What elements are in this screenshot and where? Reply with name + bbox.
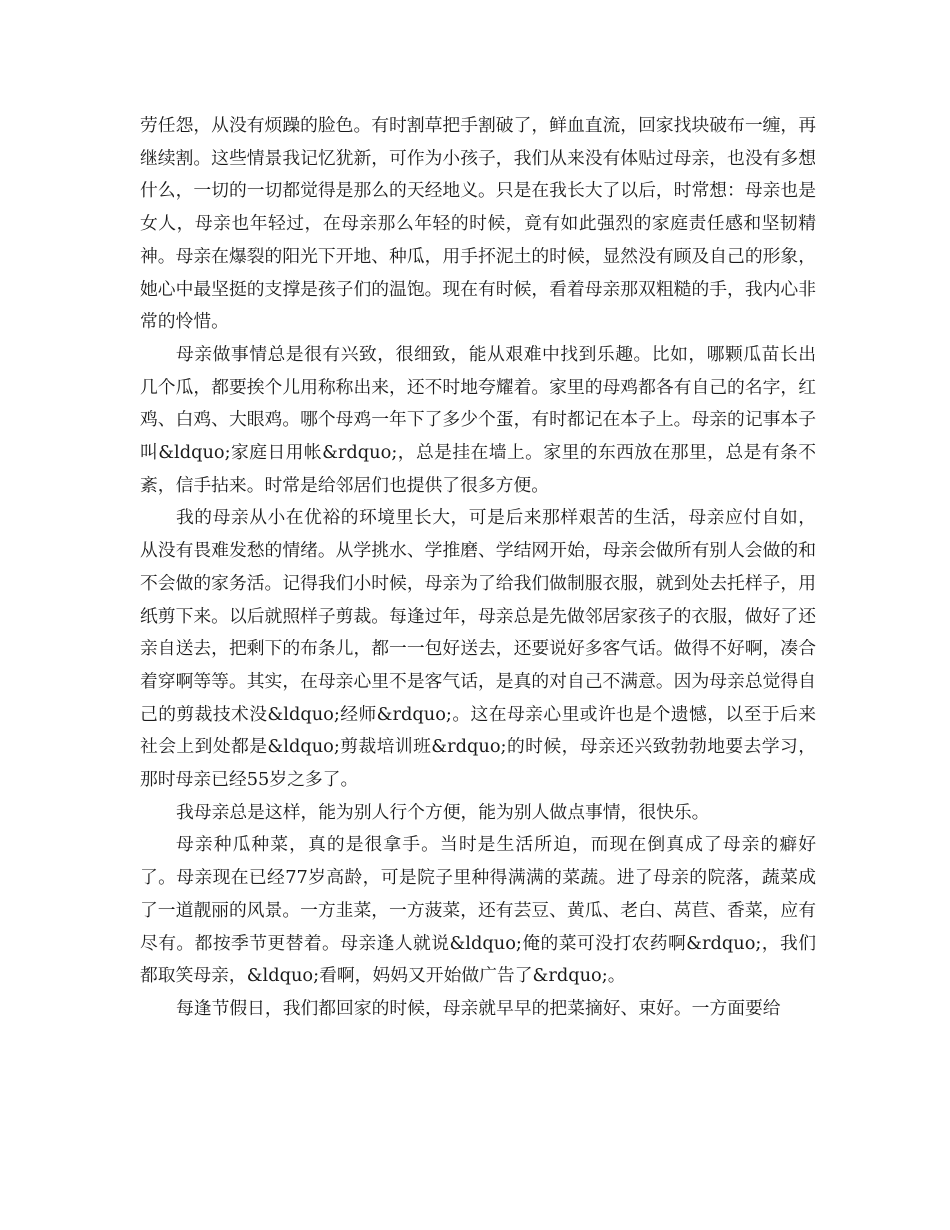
paragraph-continuation: 劳任怨，从没有烦躁的脸色。有时割草把手割破了，鲜血直流，回家找块破布一缠，再继续割。这些情景我记忆犹新，可作为小孩子，我们从来没有体贴过母亲，也没有多想什么，一切的一切都觉得是那么的天经地义。只是在我长大了以后，时常想：母亲也是女人，母亲也年轻过，在母亲那么年轻的时候，竟有如此强烈的家庭责任感和坚韧精神。母亲在爆裂的阳光下开地、种瓜，用手抔泥土的时候，显然没有顾及自己的形象，她心中最坚挺的支撑是孩子们的温饱。现在有时候，看着母亲那双粗糙的手，我内心非常的怜惜。 <box>140 115 816 333</box>
document-body <box>140 110 816 1026</box>
paragraph: 每逢节假日，我们都回家的时候，母亲就早早的把菜摘好、束好。一方面要给 <box>176 997 781 1019</box>
paragraph: 我母亲总是这样，能为别人行个方便，能为别人做点事情，很快乐。 <box>176 801 710 823</box>
paragraph: 我的母亲从小在优裕的环境里长大，可是后来那样艰苦的生活，母亲应付自如，从没有畏难发愁的情绪。从学挑水、学推磨、学结网开始，母亲会做所有别人会做的和不会做的家务活。记得我们小时候，母亲为了给我们做制服衣服，就到处去托样子，用纸剪下来。以后就照样子剪裁。每逢过年，母亲总是先做邻居家孩子的衣服，做好了还亲自送去，把剩下的布条儿，都一一包好送去，还要说好多客气话。做得不好啊，凑合着穿啊等等。其实，在母亲心里不是客气话，是真的对自己不满意。因为母亲总觉得自己的剪裁技术没&ldquo;经师&rdquo;。这在母亲心里或许也是个遗憾，以至于后来社会上到处都是&ldquo;剪裁培训班&rdquo;的时候，母亲还兴致勃勃地要去学习，那时母亲已经55岁之多了。 <box>140 507 816 791</box>
paragraph: 母亲做事情总是很有兴致，很细致，能从艰难中找到乐趣。比如，哪颗瓜苗长出几个瓜，都要挨个儿用称称出来，还不时地夸耀着。家里的母鸡都各有自己的名字，红鸡、白鸡、大眼鸡。哪个母鸡一年下了多少个蛋，有时都记在本子上。母亲的记事本子叫&ldquo;家庭日用帐&rdquo;，总是挂在墙上。家里的东西放在那里，总是有条不紊，信手拈来。时常是给邻居们也提供了很多方便。 <box>140 343 816 496</box>
paragraph: 母亲种瓜种菜，真的是很拿手。当时是生活所迫，而现在倒真成了母亲的癖好了。母亲现在已经77岁高龄，可是院子里种得满满的菜蔬。进了母亲的院落，蔬菜成了一道靓丽的风景。一方韭菜，一方菠菜，还有芸豆、黄瓜、老白、莴苣、香菜，应有尽有。都按季节更替着。母亲逢人就说&ldquo;俺的菜可没打农药啊&rdquo;，我们都取笑母亲，&ldquo;看啊，妈妈又开始做广告了&rdquo;。 <box>140 834 816 987</box>
